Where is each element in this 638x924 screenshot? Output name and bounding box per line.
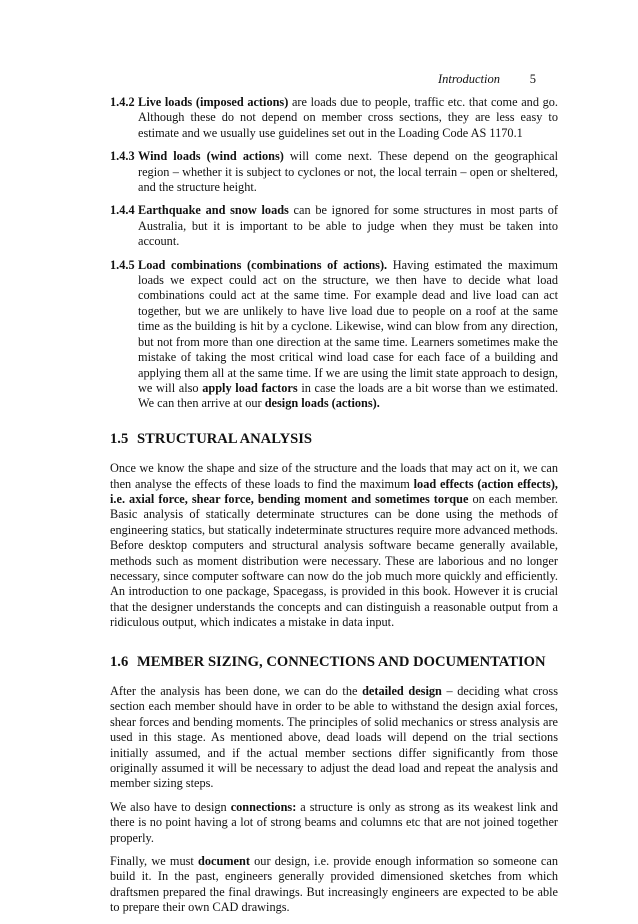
- paragraph-text: Finally, we must: [110, 854, 199, 869]
- emphasis-term: detailed design: [362, 684, 442, 698]
- emphasis-term: design loads (actions).: [264, 396, 380, 411]
- subsection-body: [138, 95, 558, 141]
- section-number: 1.5: [110, 430, 129, 447]
- subsection-text: Having estimated the maximum loads we expect could act on the structure, we then have to decide what load combinations could act at the same time. For example dead and live load can act together, but we are unlikely to have live load due to people on a roof at the same time as the building is hit by a cyclone. Likewise, wind can blow from any direction, but not from more than one direction at the same time. Learners sometimes make the mistake of taking the most critical wind load case for each face of a building and applying them all at the same time. If we are using the limit state approach to design, we will also: [138, 257, 558, 395]
- paragraph-text: After the analysis has been done, we can do the: [110, 684, 363, 698]
- subsection-number: 1.4.2: [110, 95, 135, 109]
- page-number: 5: [529, 72, 536, 86]
- subsection-1-4-2: [110, 95, 558, 141]
- subsection-body: [138, 258, 558, 412]
- subsection-body: [138, 203, 558, 249]
- subsection-text: are loads due to people, traffic etc. that come and go. Although these do not depend on member cross sections, they are less easy to estimate and we usually use guidelines set out in the Loading Code AS 1170.1: [138, 95, 558, 140]
- subsection-number: 1.4.3: [110, 149, 135, 164]
- paragraph-text: on each member. Basic analysis of statically determinate structures can be done using the methods of engineering statics, but statically indeterminate structures require more advanced methods. Before desktop computers and structural analysis software became generally available, methods such as moment distribution were necessary. These are laborious and no longer necessary, since computer software can now do the job much more quickly and efficiently. An introduction to one package, Spacegass, is provided in this book. However it is crucial that the designer understands the concepts and can distinguish a reasonable output from a ridiculous output, which indicates a mistake in data input.: [110, 491, 558, 630]
- subsection-heading: Load combinations (combinations of actions).: [138, 257, 388, 272]
- paragraph-text: Once we know the shape and size of the structure and the loads that may act on it, we can then analyse the effects of these loads to find the maximum: [110, 461, 558, 491]
- section-heading-1-5: [110, 432, 558, 447]
- subsection-1-4-4: [110, 203, 558, 249]
- paragraph: [110, 684, 558, 792]
- paragraph-text: We also have to design: [110, 799, 231, 814]
- emphasis-term: apply load factors: [202, 380, 298, 395]
- page-content: [110, 95, 558, 924]
- paragraph: [110, 461, 558, 630]
- subsection-body: [138, 149, 558, 195]
- subsection-number: 1.4.4: [110, 203, 135, 218]
- emphasis-term: connections:: [230, 799, 297, 814]
- emphasis-term: load effects (action effects), i.e. axial force, shear force, bending moment and sometimes torque: [110, 476, 558, 506]
- subsection-heading: Earthquake and snow loads: [138, 203, 289, 218]
- paragraph-text: – deciding what cross section each member should have in order to be able to withstand the design axial forces, shear forces and bending moments. The principles of solid mechanics or stress analysis are used in this stage. As mentioned above, dead loads will depend on the trial sections initially assumed, and if the actual member sections differ significantly from those originally assumed it will be necessary to adjust the dead load and repeat the analysis and member sizing steps.: [110, 684, 558, 791]
- subsection-heading: Live loads (imposed actions): [138, 95, 289, 109]
- subsection-number: 1.4.5: [110, 257, 135, 272]
- subsection-text: in case the loads are a bit worse than we estimated. We can then arrive at our: [138, 380, 559, 411]
- subsection-1-4-5: [110, 258, 558, 412]
- emphasis-term: document: [198, 854, 250, 869]
- section-heading-1-6: [110, 655, 558, 670]
- subsection-1-4-3: [110, 149, 558, 195]
- paragraph-text: a structure is only as strong as its weakest link and there is no point having a lot of strong beams and columns etc that are not joined together properly.: [110, 799, 558, 845]
- subsection-heading: Wind loads (wind actions): [138, 149, 284, 164]
- chapter-title: Introduction: [437, 72, 500, 86]
- section-number: 1.6: [110, 653, 129, 670]
- paragraph-text: our design, i.e. provide enough information so someone can build it. In the past, engineers generally provided dimensioned sketches from which draftsmen prepared the final drawings. But increasingly engineers are expected to be able to prepare their own CAD drawings.: [110, 854, 558, 915]
- paragraph: [110, 854, 558, 916]
- subsection-text: can be ignored for some structures in most parts of Australia, but it is important to be able to judge when they must be taken into account.: [138, 203, 558, 249]
- section-title: STRUCTURAL ANALYSIS: [137, 430, 313, 447]
- running-header: [110, 72, 536, 90]
- section-title: MEMBER SIZING, CONNECTIONS AND DOCUMENTATION: [137, 653, 546, 670]
- paragraph: [110, 800, 558, 846]
- subsection-text: will come next. These depend on the geographical region – whether it is subject to cyclones or not, the local terrain – open or sheltered, and the structure height.: [138, 149, 558, 195]
